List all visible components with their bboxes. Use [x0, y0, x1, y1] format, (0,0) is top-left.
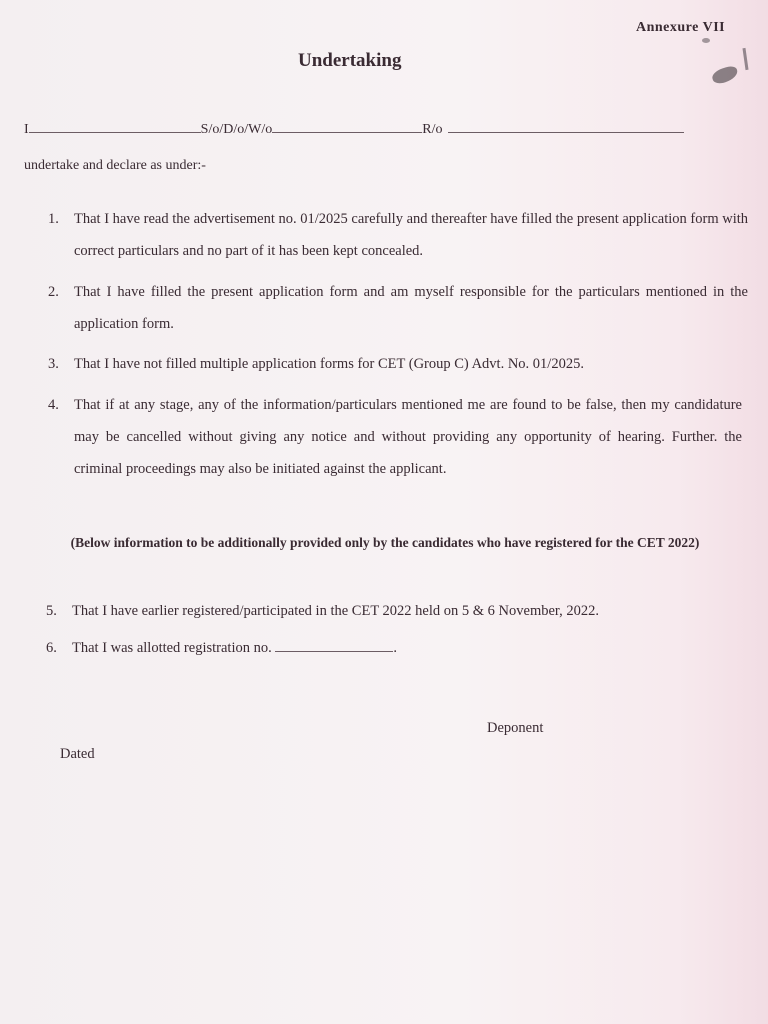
dated-label: Dated	[60, 746, 95, 762]
registration-text: That I was allotted registration no.	[72, 640, 272, 656]
item-number: 2.	[48, 284, 59, 300]
item-text: That I was allotted registration no. .	[72, 640, 397, 656]
item-number: 4.	[48, 397, 59, 413]
item-number: 6.	[46, 640, 57, 656]
declaration-line	[24, 122, 724, 138]
ink-smudge-mark	[742, 48, 748, 70]
item-text: That I have read the advertisement no. 01/2025 carefully and thereafter have filled the present application form with correct particulars and no part of it has been kept concealed.	[74, 211, 748, 259]
undertake-line: undertake and declare as under:-	[24, 158, 206, 173]
residence-blank-field[interactable]	[448, 122, 684, 133]
annexure-label: Annexure VII	[636, 20, 726, 35]
residence-label: R/o	[422, 122, 443, 137]
item-number: 1.	[48, 211, 59, 227]
name-blank-field[interactable]	[29, 122, 201, 133]
additional-info-note: (Below information to be additionally provided only by the candidates who have registered for the CET 2022)	[70, 535, 700, 550]
relation-blank-field[interactable]	[272, 122, 422, 133]
item-number: 5.	[46, 603, 57, 619]
item-text: That I have earlier registered/participated in the CET 2022 held on 5 & 6 November, 2022.	[72, 603, 600, 619]
deponent-label: Deponent	[487, 720, 544, 736]
page-title: Undertaking	[298, 50, 402, 71]
item-text: That I have not filled multiple application forms for CET (Group C) Advt. No. 01/2025.	[74, 356, 584, 372]
item-text: That if at any stage, any of the information/particulars mentioned me are found to be false, then my candidature may be cancelled without giving any notice and without providing any opportunity of hearing. Further. the criminal proceedings may also be initiated against the applicant.	[74, 397, 742, 477]
item-number: 3.	[48, 356, 59, 372]
item-text: That I have filled the present application form and am myself responsible for the particulars mentioned in the application form.	[74, 284, 748, 332]
ink-smudge-mark	[702, 38, 710, 43]
declaration-prefix: I	[24, 122, 29, 137]
relation-label: S/o/D/o/W/o	[200, 122, 273, 137]
ink-smudge-mark	[710, 64, 739, 85]
registration-number-blank-field[interactable]	[275, 641, 393, 652]
